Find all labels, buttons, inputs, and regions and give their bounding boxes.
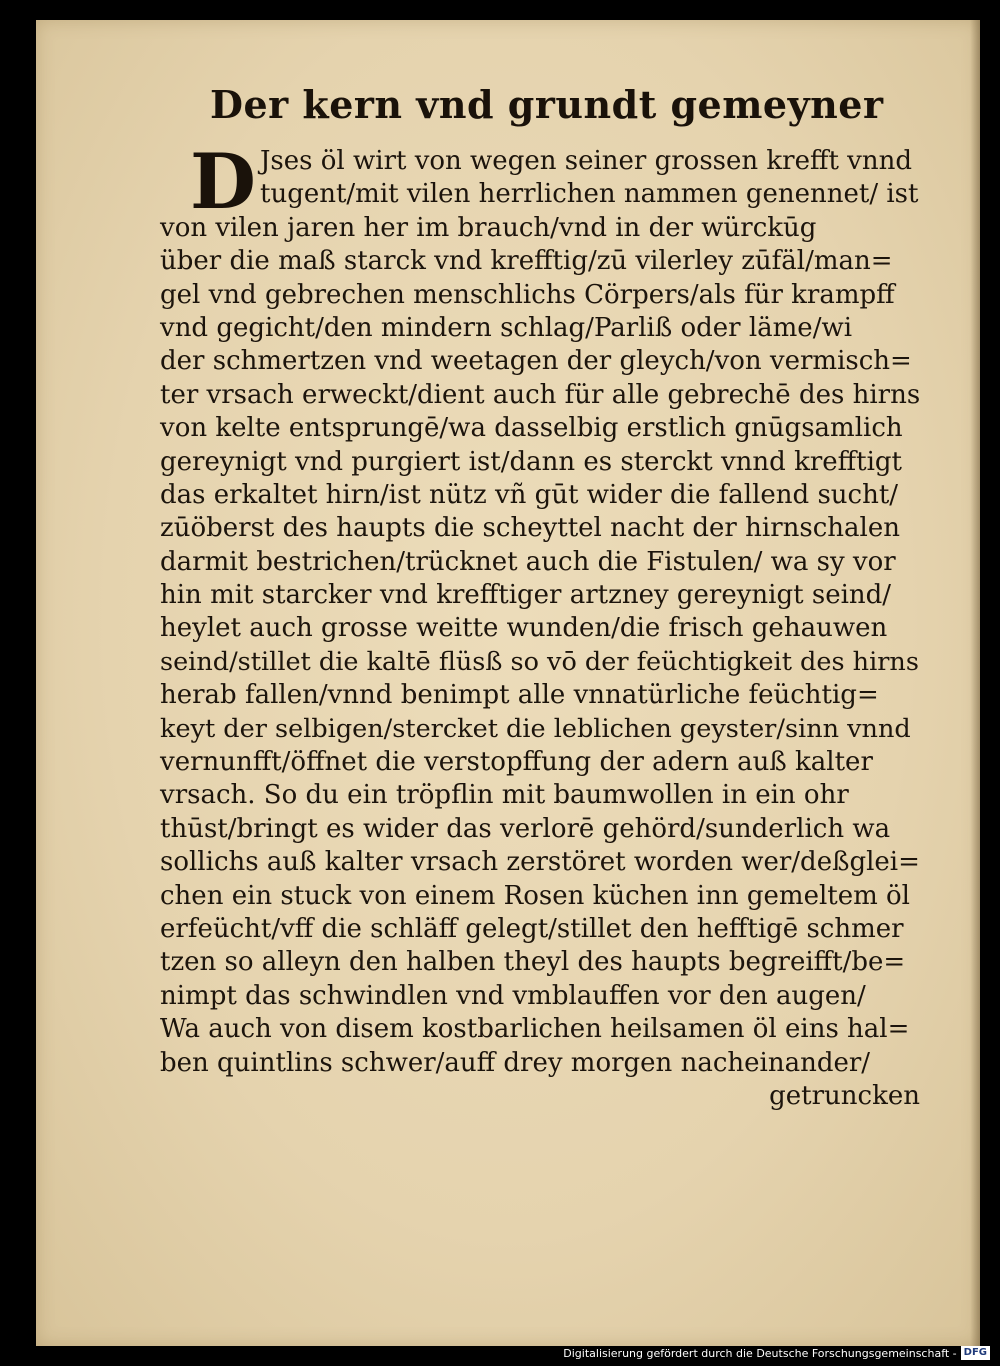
footer-credit-text: Digitalisierung gefördert durch die Deutsche Forschungsgemeinschaft - — [563, 1346, 957, 1360]
text-line: nimpt das schwindlen vnd vmblauffen vor den augen/ — [160, 980, 866, 1011]
text-line: der schmertzen vnd weetagen der gleych/von vermisch= — [160, 346, 912, 377]
page-heading: Der kern vnd grundt gemeyner — [210, 82, 884, 127]
body-text-block — [160, 137, 921, 1113]
text-line: vrsach. So du ein tröpflin mit baumwollen in ein ohr — [160, 780, 849, 811]
text-line: ter vrsach erweckt/dient auch für alle gebrechē des hirns — [160, 379, 921, 410]
text-line: tzen so alleyn den halben theyl des haupts begreifft/be= — [160, 947, 906, 978]
text-line: über die maß starck vnd krefftig/zū vilerley zūfäl/man= — [160, 246, 893, 277]
text-line: seind/stillet die kaltē flüsß so vō der feüchtigkeit des hirns — [160, 646, 919, 677]
text-line: erfeücht/vff die schläff gelegt/stillet den hefftigē schmer — [160, 913, 904, 944]
text-line: tugent/mit vilen herrlichen nammen genennet/ ist — [260, 179, 919, 210]
text-line: heylet auch grosse weitte wunden/die frisch gehauwen — [160, 613, 888, 644]
page-edge-shadow — [970, 20, 980, 1346]
text-line: herab fallen/vnnd benimpt alle vnnatürliche feüchtig= — [160, 680, 879, 711]
text-line: das erkaltet hirn/ist nütz vñ gūt wider die fallend sucht/ — [160, 479, 899, 510]
text-line: ben quintlins schwer/auff drey morgen nacheinander/ — [160, 1047, 871, 1078]
text-line: thūst/bringt es wider das verlorē gehörd/sunderlich wa — [160, 813, 891, 844]
drop-initial: D — [190, 137, 256, 226]
text-line: vernunfft/öffnet die verstopffung der adern auß kalter — [160, 747, 873, 778]
text-line: sollichs auß kalter vrsach zerstöret worden wer/deßglei= — [160, 847, 920, 878]
text-line: gereynigt vnd purgiert ist/dann es sterckt vnnd krefftigt — [160, 446, 902, 477]
text-line: hin mit starcker vnd krefftiger artzney gereynigt seind/ — [160, 580, 892, 611]
text-line: zūöberst des haupts die scheyttel nacht der hirnschalen — [160, 513, 900, 544]
text-line: chen ein stuck von einem Rosen küchen inn gemeltem öl — [160, 880, 910, 911]
text-line: gel vnd gebrechen menschlichs Cörpers/als für krampff — [160, 279, 895, 310]
digitization-footer — [563, 1343, 990, 1363]
dfg-logo: DFG — [961, 1346, 990, 1360]
text-line: keyt der selbigen/stercket die leblichen geyster/sinn vnnd — [160, 713, 911, 744]
text-line: darmit bestrichen/trücknet auch die Fistulen/ wa sy vor — [160, 546, 896, 577]
text-line: von vilen jaren her im brauch/vnd in der würckūg — [160, 212, 817, 243]
catchword: getruncken — [769, 1080, 920, 1111]
text-line: Jses öl wirt von wegen seiner grossen krefft vnnd — [260, 146, 912, 176]
text-line: vnd gegicht/den mindern schlag/Parliß oder läme/wi — [160, 312, 853, 343]
text-line: von kelte entsprungē/wa dasselbig erstlich gnūgsamlich — [160, 413, 903, 444]
text-line: Wa auch von disem kostbarlichen heilsamen öl eins hal= — [160, 1014, 910, 1045]
